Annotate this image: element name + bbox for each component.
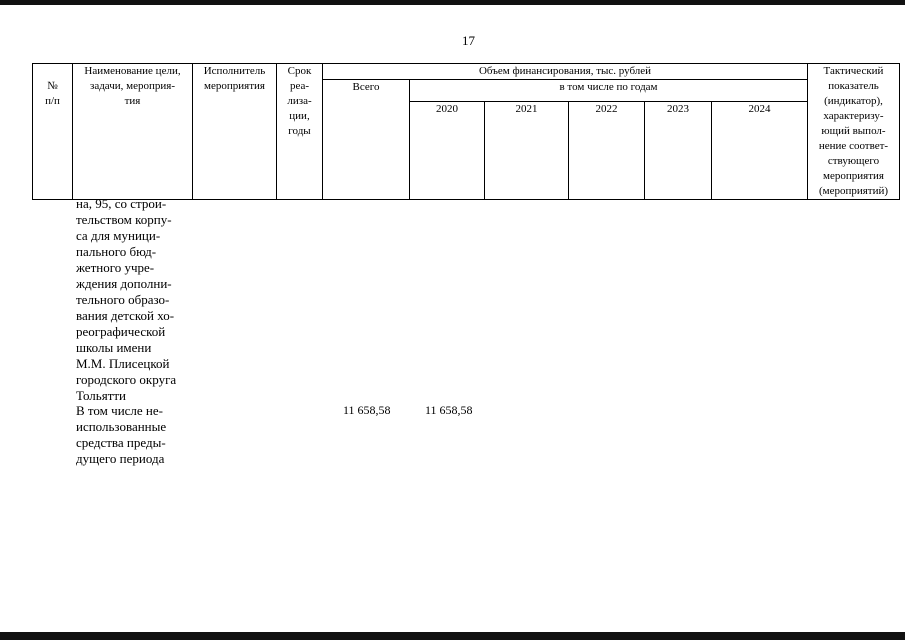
funding-table-header <box>32 63 900 200</box>
header-executor: Исполнитель мероприятия <box>193 64 277 200</box>
header-by-years: в том числе по годам <box>410 80 808 102</box>
measure-name-text: на, 95, со строи- тельством корпу- са для муници- пального бюд- жетного учре- ждения дополни- тельного образо- вания детской хо- реографической школы имени М.М. Плисецкой городского округа Тольятти <box>76 196 177 403</box>
header-year-2023: 2023 <box>645 102 712 200</box>
page-number: 17 <box>462 33 475 48</box>
header-funding: Объем финансирования, тыс. рублей <box>323 64 808 80</box>
header-term: Срок реа- лиза- ции, годы <box>277 64 323 200</box>
value-total: 11 658,58 <box>343 403 391 417</box>
header-year-2024: 2024 <box>712 102 808 200</box>
value-2020: 11 658,58 <box>425 403 473 417</box>
measure-subtext: В том числе не- использованные средства преды- дущего периода <box>76 403 167 466</box>
header-indicator: Тактический показатель (индикатор), характеризу- ющий выпол- нение соответ- ствующего мероприятия (мероприятий) <box>808 64 900 200</box>
bottom-border <box>0 632 905 640</box>
header-name: Наименование цели, задачи, мероприя- тия <box>73 64 193 200</box>
header-year-2022: 2022 <box>569 102 645 200</box>
header-year-2021: 2021 <box>485 102 569 200</box>
header-num: № п/п <box>33 64 73 200</box>
header-year-2020: 2020 <box>410 102 485 200</box>
top-border <box>0 0 905 5</box>
header-total: Всего <box>323 80 410 200</box>
